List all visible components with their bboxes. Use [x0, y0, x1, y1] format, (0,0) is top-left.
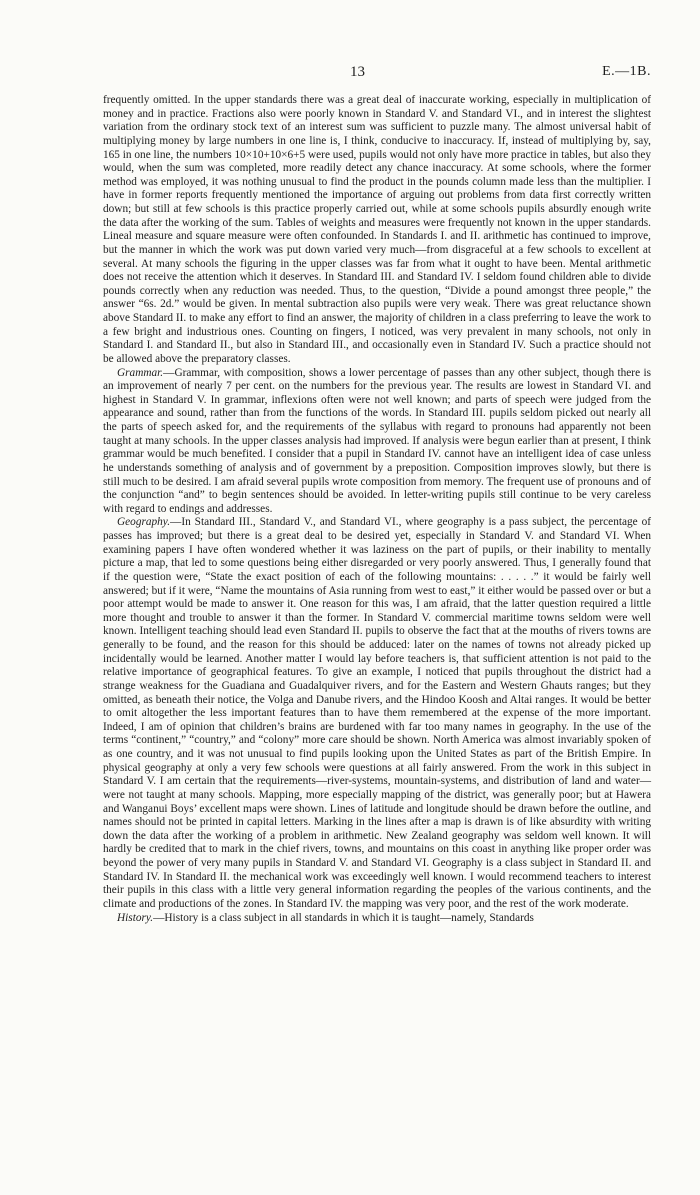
paragraph-text: —History is a class subject in all standards in which it is taught—namely, Standards — [153, 911, 534, 924]
section-heading-geography: Geography. — [117, 516, 171, 529]
report-body — [103, 94, 651, 925]
paragraph-geography — [103, 516, 651, 911]
page-number: 13 — [350, 64, 365, 80]
document-reference: E.—1B. — [602, 64, 651, 79]
paragraph-text: frequently omitted. In the upper standards there was a great deal of inaccurate working, especially in multiplication of money and in practice. Fractions also were poorly known in Standard V. and Standard VI., and in interest the slightest variation from the ordinary stock text of an interest sum was sufficient to puzzle many. The almost universal habit of multiplying money by large numbers in one line is, I think, conducive to inaccuracy. If, instead of multiplying by, say, 165 in one line, the numbers 10×10+10×6+5 were used, pupils would not only have more practice in tables, but also they would, when the sum was completed, more readily detect any chance inaccuracy. At some schools, where the former method was employed, it was nothing unusual to find the product in the pounds column made less than the multiplier. I have in former reports frequently mentioned the importance of arguing out problems from data first correctly written down; but still at few schools is this practice properly carried out, while at some schools pupils absurdly enough write the data after the working of the sum. Tables of weights and measures were frequently not known in the upper standards. Lineal measure and square measure were often confounded. In Standards I. and II. arithmetic has continued to improve, but the manner in which the work was put down varied very much—from disgraceful at a few schools to excellent at several. At many schools the figuring in the upper classes was far from what it ought to have been. Mental arithmetic does not receive the attention which it deserves. In Standard III. and Standard IV. I seldom found children able to divide pounds correctly when any reduction was needed. Thus, to the question, “Divide a pound amongst three people,” the answer “6s. 2d.” would be given. In mental subtraction also pupils were very weak. There was great reluctance shown above Standard II. to make any effort to find an answer, the majority of children in a class preferring to leave the work to a few bright and industrious ones. Counting on fingers, I noticed, was very prevalent in many schools, not only in Standard I. and Standard II., but also in Standard III., and occasionally even in Standard IV. Such a practice should not be allowed above the preparatory classes. — [103, 94, 651, 365]
document-page — [103, 64, 651, 925]
paragraph-arithmetic — [103, 94, 651, 367]
paragraph-history — [103, 912, 651, 926]
paragraph-text: —Grammar, with composition, shows a lower percentage of passes than any other subject, though there is an improvement of nearly 7 per cent. on the numbers for the previous year. The results are lowest in Standard VI. and highest in Standard V. In grammar, inflexions often were not well known; and parts of speech were judged from the appearance and sound, rather than from the functions of the words. In Standard III. pupils seldom picked out nearly all the parts of speech asked for, and the requirements of the syllabus with regard to pronouns had apparently not been taught at many schools. In the upper classes analysis had improved. If analysis were begun earlier than at present, I think grammar would be much benefited. I consider that a pupil in Standard IV. cannot have an intelligent idea of case unless he understands something of analysis and of government by a preposition. Composition improves slowly, but there is still much to be desired. I am afraid several pupils wrote composition from memory. The frequent use of pronouns and of the conjunction “and” to begin sentences should be avoided. In letter-writing pupils still continue to be very careless with regard to endings and addresses. — [103, 366, 651, 515]
section-heading-grammar: Grammar. — [117, 366, 164, 379]
page-header — [103, 64, 651, 94]
paragraph-grammar — [103, 367, 651, 517]
paragraph-text: —In Standard III., Standard V., and Standard VI., where geography is a pass subject, the percentage of passes has improved; but there is a great deal to be desired yet, especially in Standard V. and Standard VI. When examining papers I have often wondered whether it was laziness on the part of pupils, or their inability to mentally picture a map, that led to some questions being either disregarded or very poorly answered. Thus, I generally found that if the question were, “State the exact position of each of the following mountains: . . . . .” it would be fairly well answered; but if it were, “Name the mountains of Asia running from west to east,” it either would be passed over or but a poor attempt would be made to answer it. One reason for this was, I am afraid, that the latter question required a little more thought and trouble to answer it than the former. In Standard V. commercial maritime towns seldom were well known. Intelligent teaching should lead even Standard II. pupils to observe the fact that at the mouths of rivers towns are generally to be found, and the reason for this should be adduced: later on the names of towns not already picked up incidentally would be learned. Another matter I would lay before teachers is, that sufficient attention is not paid to the relative importance of geographical features. To give an example, I noticed that pupils throughout the district had a strange weakness for the Guadiana and Guadalquiver rivers, and for the Eastern and Western Ghauts ranges; but they omitted, as beneath their notice, the Volga and Danube rivers, and the Hindoo Koosh and Altai ranges. It would be better to omit altogether the less important features than to have them remembered at the expense of the more important. Indeed, I am of opinion that children’s brains are burdened with far too many names in geography. In the use of the terms “continent,” “country,” and “colony” more care should be shown. North America was almost invariably spoken of as one country, and it was not unusual to find pupils looking upon the United States as part of the British Empire. In physical geography at only a very few schools were questions at all fairly answered. From the work in this subject in Standard V. I am certain that the requirements—river-systems, mountain-systems, and distribution of land and water—were not taught at many schools. Mapping, more especially mapping of the district, was generally poor; but at Hawera and Wanganui Boys’ excellent maps were shown. Lines of latitude and longitude should be drawn before the outline, and names should not be printed in capital letters. Marking in the lines after a map is drawn is of like absurdity with writing down the data after the working of a problem in arithmetic. New Zealand geography was seldom well known. It will hardly be credited that to mark in the chief rivers, towns, and mountains on this coast in anything like proper order was beyond the power of very many pupils in Standard V. and Standard VI. Geography is a class subject in Standard II. and Standard IV. In Standard II. the mechanical work was exceedingly well known. I would recommend teachers to interest their pupils in this class with a little very general information regarding the peoples of the various continents, and the climate and productions of the zones. In Standard IV. the mapping was very poor, and the rest of the work moderate. — [103, 516, 651, 910]
section-heading-history: History. — [117, 911, 154, 924]
